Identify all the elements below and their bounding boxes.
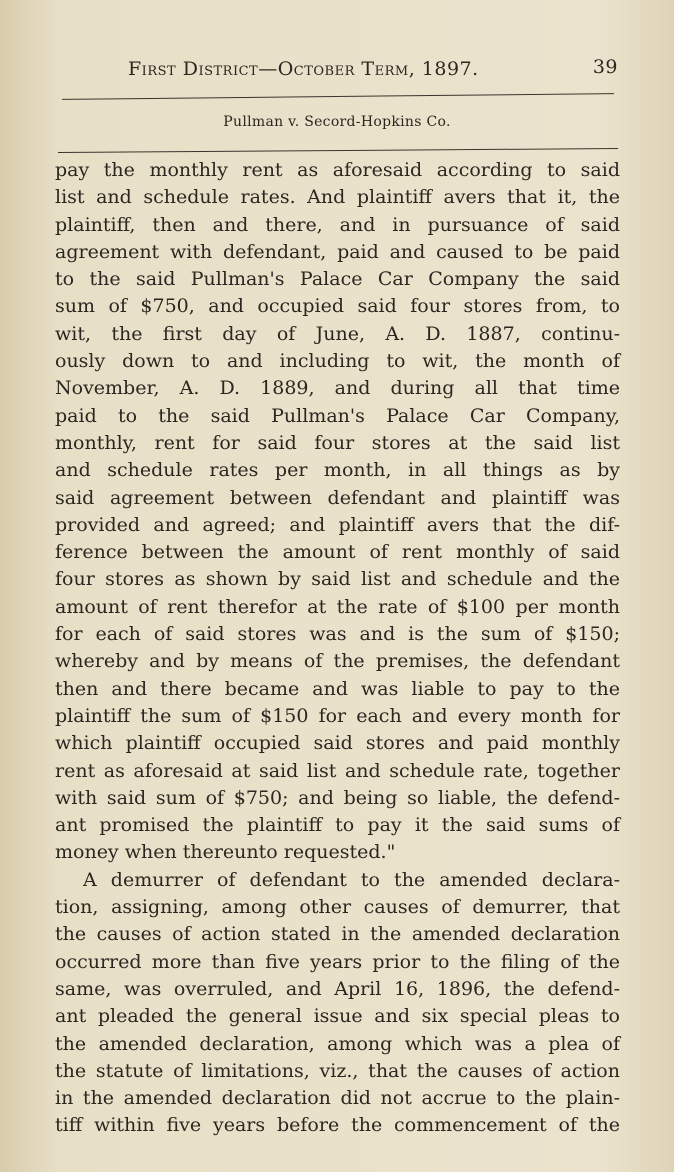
header-rule: [62, 93, 614, 100]
text-line: tiff within five years before the commencement of the: [55, 1114, 620, 1137]
text-line: plaintiff, then and there, and in pursuance of said: [55, 213, 620, 236]
text-line: four stores as shown by said list and schedule and the: [55, 568, 620, 591]
text-line: A demurrer of defendant to the amended declara-: [83, 868, 620, 891]
text-line: the statute of limitations, viz., that the causes of action: [55, 1059, 620, 1082]
text-line: provided and agreed; and plaintiff avers that the dif-: [55, 513, 620, 536]
body-text: [55, 157, 620, 1140]
text-line: the causes of action stated in the amended declaration: [55, 923, 620, 946]
text-line: money when thereunto requested.": [55, 841, 396, 864]
text-line: ference between the amount of rent monthly of said: [55, 541, 620, 564]
text-line: sum of $750, and occupied said four stores from, to: [55, 295, 620, 318]
text-line: to the said Pullman's Palace Car Company the said: [55, 268, 620, 291]
text-line: paid to the said Pullman's Palace Car Company,: [55, 404, 620, 427]
text-line: for each of said stores was and is the sum of $150;: [55, 623, 620, 646]
text-line: plaintiff the sum of $150 for each and every month for: [55, 704, 620, 727]
text-line: list and schedule rates. And plaintiff avers that it, the: [55, 186, 620, 209]
text-line: pay the monthly rent as aforesaid according to said: [55, 159, 620, 181]
text-line: wit, the first day of June, A. D. 1887, continu-: [55, 322, 620, 345]
text-line: then and there became and was liable to pay to the: [55, 677, 620, 700]
text-line: in the amended declaration did not accrue to the plain-: [55, 1087, 620, 1110]
page-number: 39: [592, 56, 618, 78]
text-line: ously down to and including to wit, the month of: [55, 350, 620, 373]
text-line: occurred more than five years prior to the filing of the: [55, 950, 620, 973]
running-title: First District—October Term, 1897.: [128, 58, 479, 80]
text-line: said agreement between defendant and plaintiff was: [55, 486, 620, 509]
text-line: same, was overruled, and April 16, 1896, the defend-: [55, 977, 620, 1000]
text-line: ant promised the plaintiff to pay it the said sums of: [55, 814, 620, 837]
running-head: [128, 58, 618, 80]
text-line: with said sum of $750; and being so liable, the defend-: [55, 786, 620, 809]
text-line: which plaintiff occupied said stores and paid monthly: [55, 732, 620, 755]
text-line: tion, assigning, among other causes of demurrer, that: [55, 896, 620, 919]
text-line: November, A. D. 1889, and during all that time: [55, 377, 620, 400]
text-line: the amended declaration, among which was a plea of: [55, 1032, 620, 1055]
text-line: monthly, rent for said four stores at the said list: [55, 431, 620, 454]
case-title-rule: [58, 148, 618, 153]
text-line: agreement with defendant, paid and caused to be paid: [55, 240, 620, 263]
text-line: and schedule rates per month, in all things as by: [55, 459, 620, 482]
text-line: ant pleaded the general issue and six special pleas to: [55, 1005, 620, 1028]
text-line: rent as aforesaid at said list and schedule rate, together: [55, 759, 620, 782]
text-line: whereby and by means of the premises, the defendant: [55, 650, 620, 673]
text-line: amount of rent therefor at the rate of $100 per month: [55, 595, 620, 618]
case-title: Pullman v. Secord-Hopkins Co.: [223, 114, 451, 130]
